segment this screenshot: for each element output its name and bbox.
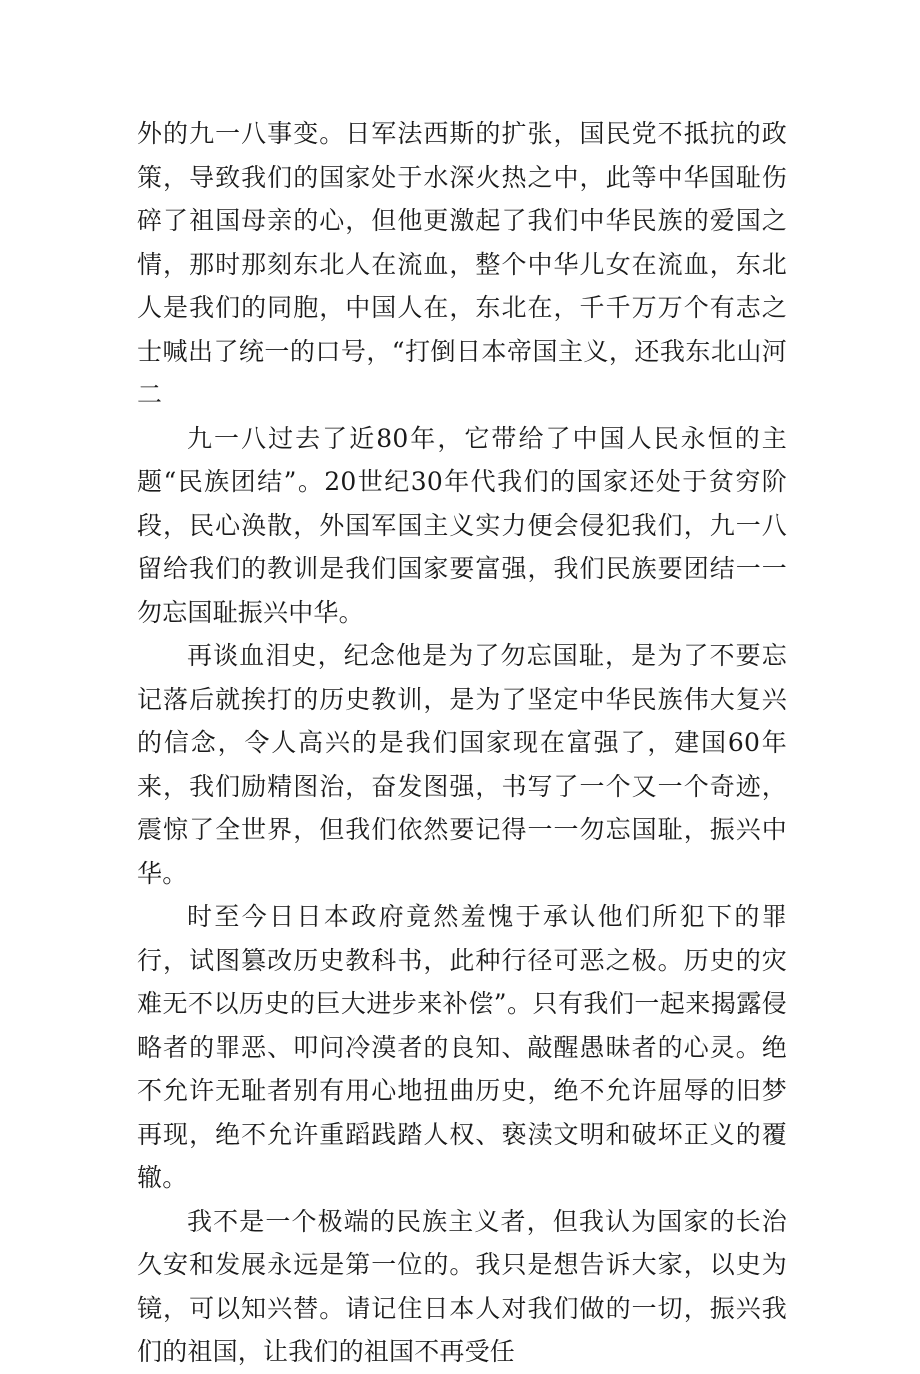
paragraph-1: 外的九一八事变。日军法西斯的扩张，国民党不抵抗的政策，导致我们的国家处于水深火热之中，此等中华国耻伤碎了祖国母亲的心，但他更激起了我们中华民族的爱国之情，那时那刻东北人在流血，整个中华儿女在流血，东北人是我们的同胞，中国人在，东北在，千千万万个有志之士喊出了统一的口号，“打倒日本帝国主义，还我东北山河二 bbox=[137, 119, 787, 409]
paragraph-4: 时至今日日本政府竟然羞愧于承认他们所犯下的罪行，试图篡改历史教科书，此种行径可恶之极。历史的灾难无不以历史的巨大进步来补偿”。只有我们一起来揭露侵略者的罪恶、叩问冷漠者的良知、敲醒愚昧者的心灵。绝不允许无耻者别有用心地扭曲历史，绝不允许屈辱的旧梦再现，绝不允许重蹈践踏人权、亵渎文明和破坏正义的覆辙。 bbox=[137, 902, 787, 1192]
paragraph-5: 我不是一个极端的民族主义者，但我认为国家的长治久安和发展永远是第一位的。我只是想告诉大家，以史为镜，可以知兴替。请记住日本人对我们做的一切，振兴我们的祖国，让我们的祖国不再受任 bbox=[137, 1206, 787, 1366]
paragraph-2: 九一八过去了近80年，它带给了中国人民永恒的主题“民族团结”。20世纪30年代我们的国家还处于贫穷阶段，民心涣散，外国军国主义实力便会侵犯我们，九一八留给我们的教训是我们国家要富强，我们民族要团结一一勿忘国耻振兴中华。 bbox=[137, 423, 787, 627]
paragraph-3: 再谈血泪史，纪念他是为了勿忘国耻，是为了不要忘记落后就挨打的历史教训，是为了坚定中华民族伟大复兴的信念，令人高兴的是我们国家现在富强了，建国60年来，我们励精图治，奋发图强，书写了一个又一个奇迹，震惊了全世界，但我们依然要记得一一勿忘国耻，振兴中华。 bbox=[137, 641, 787, 888]
document-body bbox=[137, 112, 787, 1374]
